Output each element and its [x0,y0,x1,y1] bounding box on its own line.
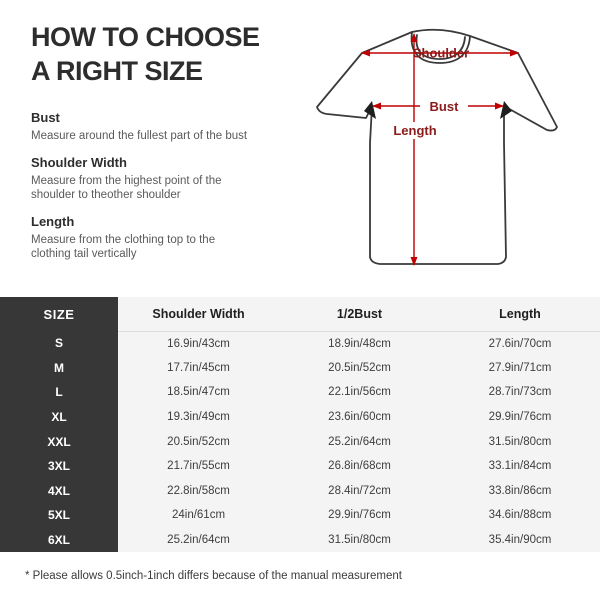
page-title [31,20,299,88]
title-line-1: HOW TO CHOOSE [31,22,260,52]
value-cell: 35.4in/90cm [488,534,552,547]
size-cell: 4XL [0,479,118,504]
bust-label: Bust [429,99,459,114]
value-cell: 27.9in/71cm [488,361,552,374]
section-description: clothing tail vertically [31,248,137,260]
value-cell: 33.1in/84cm [488,460,552,473]
value-cell: 31.5in/80cm [328,534,391,547]
tshirt-diagram-svg [300,3,585,288]
size-table [0,297,600,552]
measurement-guide [31,109,299,262]
size-cell: XL [0,405,118,430]
column-header-length: Length [440,297,600,331]
table-row [0,528,600,553]
value-cell: 26.8in/68cm [328,460,391,473]
table-row [0,479,600,504]
size-cell: 3XL [0,454,118,479]
column-header-size: SIZE [0,297,118,331]
guide-section-bust [31,109,299,144]
tshirt-measurement-diagram [300,3,585,288]
section-description: Measure from the highest point of the [31,174,222,187]
value-cell: 17.7in/45cm [167,361,230,374]
value-cell: 28.4in/72cm [328,484,391,497]
section-description: Measure from the clothing top to the [31,233,216,246]
table-header-row [0,297,600,331]
value-cell: 22.8in/58cm [167,484,230,497]
value-cell: 29.9in/76cm [488,411,552,424]
section-heading: Shoulder Width [31,154,127,170]
table-row [0,503,600,528]
column-header-half-bust: 1/2Bust [279,297,440,331]
table-row [0,331,600,356]
size-cell: M [0,356,118,381]
value-cell: 19.3in/49cm [167,411,230,424]
section-description: shoulder to theother shoulder [31,189,181,201]
value-cell: 21.7in/55cm [167,460,230,473]
value-cell: 29.9in/76cm [328,509,391,522]
value-cell: 25.2in/64cm [167,534,230,547]
tshirt-outline-icon [317,30,557,264]
table-row [0,356,600,381]
value-cell: 18.9in/48cm [328,337,391,350]
value-cell: 16.9in/43cm [167,337,230,350]
size-cell: L [0,380,118,405]
footnote: * Please allows 0.5inch-1inch differs because of the manual measurement [25,570,402,582]
value-cell: 22.1in/56cm [328,386,391,399]
section-heading: Bust [31,110,60,125]
guide-section-shoulder-width [31,154,299,203]
size-cell: XXL [0,429,118,454]
column-header-shoulder-width: Shoulder Width [118,297,279,331]
value-cell: 20.5in/52cm [167,435,230,448]
value-cell: 31.5in/80cm [488,435,552,448]
size-cell: 6XL [0,528,118,553]
title-line-2: A RIGHT SIZE [31,56,203,86]
value-cell: 23.6in/60cm [328,411,391,424]
value-cell: 33.8in/86cm [488,484,552,497]
shoulder-label: Shoulder [412,45,470,61]
table-row [0,405,600,430]
value-cell: 28.7in/73cm [488,386,552,399]
value-cell: 34.6in/88cm [488,509,552,522]
intro-column [31,20,299,272]
size-cell: 5XL [0,503,118,528]
table-row [0,429,600,454]
guide-section-length [31,213,299,262]
value-cell: 25.2in/64cm [328,435,391,448]
size-cell: S [0,331,118,356]
value-cell: 20.5in/52cm [328,361,391,374]
length-label: Length [393,123,437,138]
value-cell: 18.5in/47cm [167,386,230,399]
value-cell: 24in/61cm [171,509,226,522]
table-row [0,454,600,479]
table-row [0,380,600,405]
section-heading: Length [31,213,75,229]
value-cell: 27.6in/70cm [488,337,552,350]
size-table-body [0,331,600,552]
section-description: Measure around the fullest part of the bust [31,130,248,142]
